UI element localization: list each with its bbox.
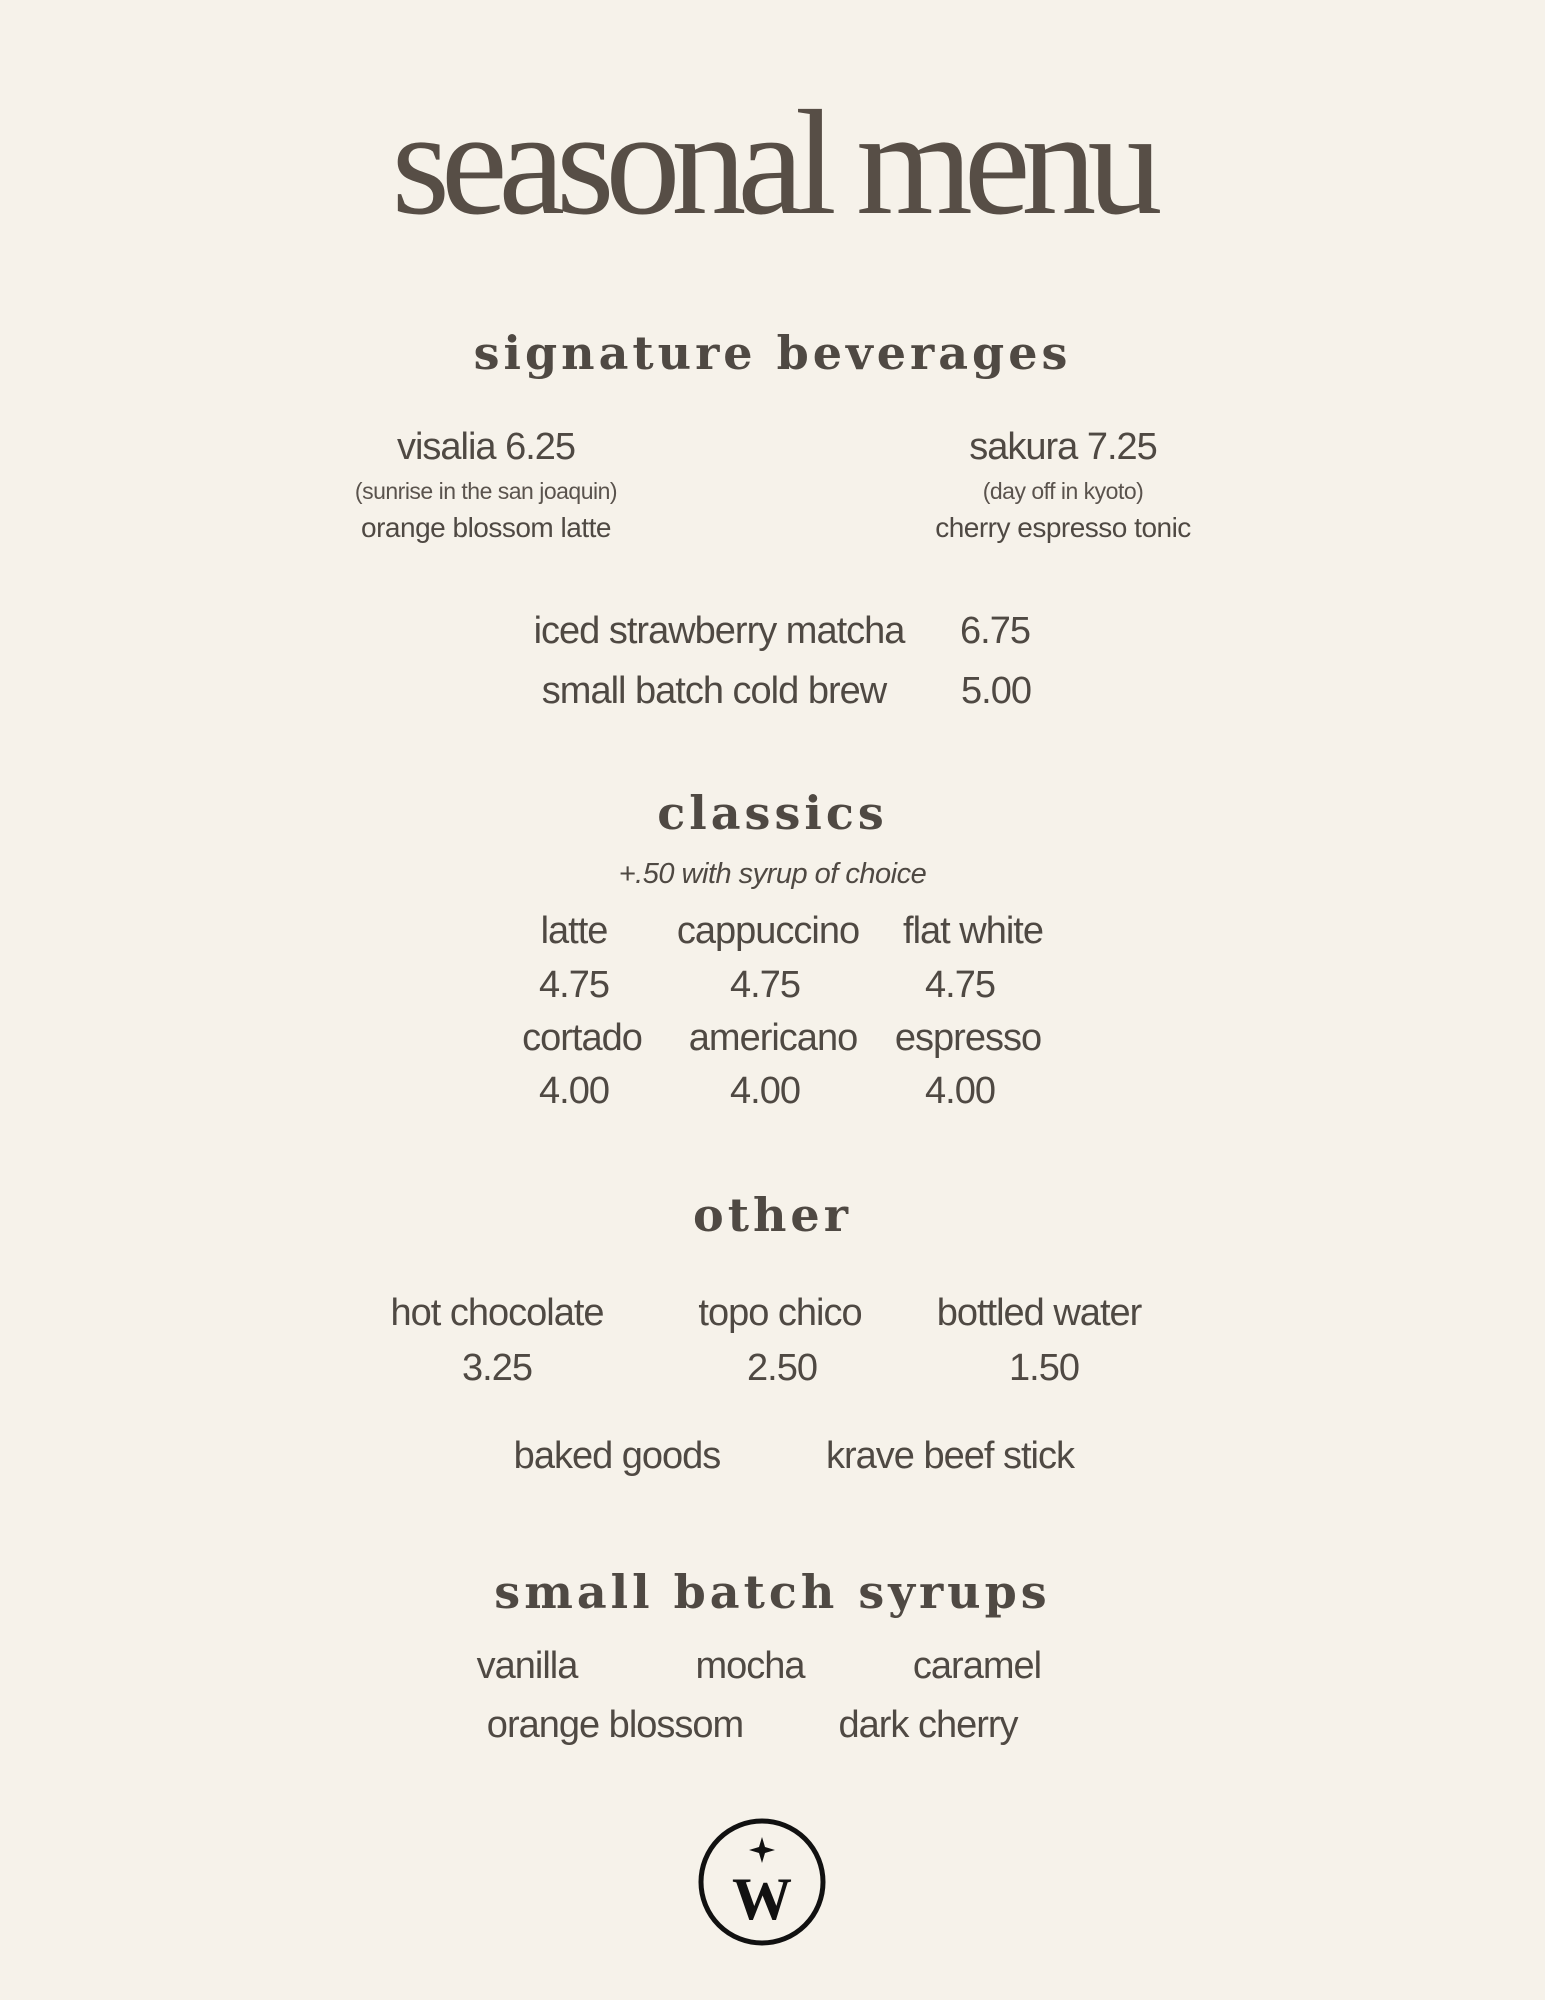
classic-item-name: cappuccino — [676, 910, 860, 952]
classic-item-price: 4.75 — [730, 964, 800, 1006]
syrup-item: dark cherry — [838, 1704, 1018, 1746]
syrup-item: mocha — [695, 1645, 805, 1687]
classic-item-name: americano — [688, 1017, 858, 1059]
menu-item-name: iced strawberry matcha — [533, 610, 905, 652]
syrup-item: vanilla — [476, 1645, 578, 1687]
other-item-name: bottled water — [936, 1292, 1142, 1334]
classics-note: +.50 with syrup of choice — [618, 858, 927, 890]
classic-item-price: 4.00 — [539, 1070, 609, 1112]
menu-item-price: 6.75 — [960, 610, 1030, 652]
classic-item-name: flat white — [903, 910, 1043, 952]
section-heading-syrups: small batch syrups — [494, 1565, 1051, 1619]
other-item-price: 3.25 — [462, 1347, 532, 1389]
section-heading-classics: classics — [657, 786, 888, 840]
other-item-price: 1.50 — [1009, 1347, 1079, 1389]
featured-name-price: sakura 7.25 — [969, 426, 1157, 468]
classic-item-price: 4.00 — [730, 1070, 800, 1112]
other-extra-item: baked goods — [513, 1435, 721, 1477]
menu-item-name: small batch cold brew — [541, 670, 887, 712]
classic-item-name: latte — [540, 910, 608, 952]
featured-subtitle: (day off in kyoto) — [982, 478, 1144, 504]
other-item-name: hot chocolate — [390, 1292, 604, 1334]
section-heading-signature: signature beverages — [473, 326, 1072, 380]
classic-item-price: 4.75 — [539, 964, 609, 1006]
classic-item-name: espresso — [894, 1017, 1042, 1059]
other-extra-item: krave beef stick — [826, 1435, 1074, 1477]
classic-item-price: 4.00 — [925, 1070, 995, 1112]
other-item-price: 2.50 — [747, 1347, 817, 1389]
featured-description: cherry espresso tonic — [935, 512, 1191, 543]
classic-item-name: cortado — [522, 1017, 642, 1059]
syrup-item: orange blossom — [486, 1704, 744, 1746]
classic-item-price: 4.75 — [925, 964, 995, 1006]
page-title: seasonal menu — [391, 80, 1154, 246]
menu-item-price: 5.00 — [961, 670, 1031, 712]
syrup-item: caramel — [912, 1645, 1042, 1687]
featured-subtitle: (sunrise in the san joaquin) — [354, 478, 618, 504]
other-item-name: topo chico — [698, 1292, 862, 1334]
logo-letter: W — [732, 1866, 792, 1932]
sparkle-w-emblem-icon — [697, 1817, 827, 1947]
section-heading-other: other — [693, 1188, 852, 1242]
featured-description: orange blossom latte — [361, 512, 611, 543]
featured-name-price: visalia 6.25 — [396, 426, 576, 468]
